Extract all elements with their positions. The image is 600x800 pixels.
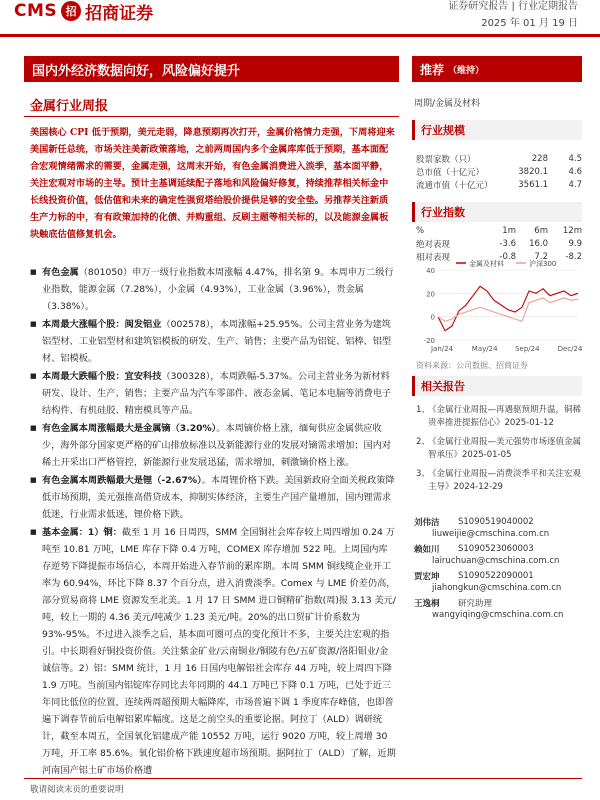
industry-category: 周期/金属及材料	[414, 99, 481, 109]
scale-share: 4.5	[568, 153, 582, 164]
index-label: 绝对表现	[416, 239, 451, 250]
report-title: 国内外经济数据向好，风险偏好提升	[24, 56, 399, 82]
header-divider	[0, 34, 600, 37]
analyst-name: 贾宏坤	[414, 572, 440, 582]
related-text: 《金属行业周报—消费淡季平和关注宏观主导》2024-12-29	[428, 469, 582, 492]
chart-x-tick: Dec/24	[557, 345, 582, 353]
index-header: 6m	[534, 225, 548, 236]
footer-note: 敬请阅读末页的重要说明	[30, 785, 124, 795]
scale-table	[416, 152, 582, 191]
analyst-entry	[414, 516, 582, 540]
logo-text-cn: 招商证券	[85, 3, 154, 24]
header-meta	[448, 0, 578, 31]
rating-box	[412, 56, 582, 82]
page-header	[0, 0, 600, 40]
index-header: %	[416, 225, 425, 236]
related-report-item[interactable]	[416, 404, 582, 430]
analyst-id: S1090522090001	[458, 571, 534, 581]
chart-legend-label: 金属及材料	[469, 260, 504, 268]
summary-paragraph: 美国核心 CPI 低于预期，美元走弱，降息预期再次打开，金属价格情力走强，下周将迎来美国新任总统，市场关注美新政策落地，之前两周国内多个金属库库低于预期，基本面配合宏观情绪需求的需要，金属走强，这周末开始，有色金属消费进入淡季，基本面平静，关注宏观对市场的主导。预计主基调延续配子落地和风险偏好修复，持续推荐相关标金中长线投资价值，低估值和未来的确定性强贸塔给股价提供足够的安全垫。另推荐关注新质生产力标的中，有有政策加持的化债、并购重组、反刷主题等相关标的，以及能源金属板块触底估值修复机会。	[30, 127, 395, 240]
subtitle-divider	[24, 116, 399, 117]
bullet-item	[30, 472, 396, 523]
index-value: 9.9	[568, 238, 582, 249]
analyst-entry	[414, 570, 582, 594]
analyst-list	[414, 516, 582, 624]
index-row	[416, 237, 582, 250]
analyst-email[interactable]: wangyiqing@cmschina.com.cn	[432, 610, 564, 620]
scale-share: 4.7	[568, 179, 582, 190]
bullet-item	[30, 264, 396, 315]
scale-row	[416, 178, 582, 191]
scale-label: 总市值（十亿元）	[416, 167, 485, 178]
related-reports	[416, 376, 582, 500]
analyst-id: 研究助理	[458, 599, 493, 609]
analyst-name: 王逸桐	[414, 599, 440, 609]
bullet-text: 。本周镝价格上涨，缅甸供应金属供应收少，海外部分国家更严格的矿山排放标准以及新能源行业的发展对镝需求增加；国内对稀土开采出口严格管控，新能源行业发展迅猛，需求增加，刺激镝价格上涨。	[42, 423, 392, 468]
bullet-item	[30, 316, 396, 367]
bullet-text: （002578），本周涨幅+25.95%。公司主营业务为建筑铝型材、工业铝型材和建筑铝模板的研发、生产、销售；主要产品为铝锭、铝棒、铝型材、铝模板。	[42, 319, 392, 364]
index-value: 7.2	[534, 251, 548, 262]
report-date: 2025 年 01 月 19 日	[481, 18, 578, 29]
analyst-email[interactable]: liuweijie@cmschina.com.cn	[432, 529, 550, 539]
section-related-title: 相关报告	[412, 376, 582, 396]
analyst-name: 刘伟洁	[414, 518, 440, 528]
chart-legend-label: 沪深300	[529, 260, 557, 268]
analyst-name: 赖如川	[414, 545, 440, 555]
company-logo	[14, 0, 153, 22]
index-value: -0.8	[499, 251, 516, 262]
related-num: 2、	[416, 437, 430, 447]
rating-label: 推荐	[420, 62, 445, 77]
chart-x-tick: May/24	[471, 345, 498, 353]
footer-divider	[24, 778, 582, 779]
related-text: 《金属行业周报—美元强势市场逐值金属智承压》2025-01-05	[428, 437, 582, 460]
related-report-item[interactable]	[416, 436, 582, 462]
analyst-email[interactable]: jiahongkun@cmschina.com.cn	[432, 583, 562, 593]
bullet-lead: 有色金属	[42, 267, 79, 278]
chart-x-tick: Sep/24	[515, 345, 540, 353]
rating-sub: （维持）	[448, 65, 485, 76]
bullet-lead: 本周最大跌幅个股：宜安科技	[42, 371, 162, 382]
related-num: 1、	[416, 405, 430, 415]
chart-y-tick: -20	[423, 337, 435, 345]
index-value: 16.0	[529, 238, 548, 249]
bullet-lead: 本周最大涨幅个股：闽发铝业	[42, 319, 162, 330]
analyst-email[interactable]: lairuchuan@cmschina.com.cn	[432, 556, 560, 566]
chart-y-tick: 20	[426, 290, 435, 299]
index-value: -8.2	[565, 251, 582, 262]
bullet-item	[30, 420, 396, 471]
scale-value: 3561.1	[518, 179, 548, 190]
index-chart	[416, 258, 582, 356]
index-header-row	[416, 224, 582, 237]
bullet-text: （801050）申万一级行业指数本周涨幅 4.47%，排名第 9。本周申万二级行业指数，能源金属（7.28%），小金属（4.93%），工业金属（3.96%），贵金属（3.38%）。	[42, 267, 394, 312]
section-scale-title: 行业规模	[412, 120, 582, 140]
index-value: -3.6	[499, 238, 516, 249]
logo-mark: 招	[61, 1, 81, 21]
index-header: 1m	[502, 225, 516, 236]
scale-share: 4.6	[568, 166, 582, 177]
bullet-lead: 有色金属本周跌幅最大是锂（-2.67%）	[42, 475, 202, 486]
chart-x-tick: Jan/24	[430, 345, 454, 353]
chart-series-line	[438, 286, 578, 330]
chart-y-tick: 0	[430, 313, 435, 322]
scale-row	[416, 165, 582, 178]
scale-label: 流通市值（十亿元）	[416, 180, 493, 191]
scale-value: 3820.1	[518, 166, 548, 177]
analyst-entry	[414, 543, 582, 567]
index-header: 12m	[562, 225, 582, 236]
bullet-lead: 有色金属本周涨幅最大是金属镝（3.20%）	[42, 423, 217, 434]
bullet-item	[30, 524, 396, 779]
related-num: 3、	[416, 469, 430, 479]
analyst-id: S1090519040002	[458, 517, 534, 527]
bullet-list	[30, 264, 396, 780]
index-label: 相对表现	[416, 252, 451, 263]
report-subtitle: 金属行业周报	[30, 99, 109, 114]
related-report-item[interactable]	[416, 468, 582, 494]
report-type: 证券研究报告 | 行业定期报告	[448, 1, 578, 12]
chart-source: 资料来源：公司数据、招商证券	[416, 361, 528, 370]
related-text: 《金属行业周报—再遇驱预期升温，铜稀贵率推进提振信心》2025-01-12	[428, 405, 582, 428]
analyst-entry	[414, 597, 582, 621]
bullet-text: （300328），本周跌幅-5.37%。公司主营业务为新材料研发、设计、生产、销售；主要产品为汽车零部件、液态金属、笔记本电脑等消费电子结构件、有机硅胶、精密模具等产品。	[42, 371, 392, 416]
logo-text-en: CMS	[14, 1, 58, 21]
scale-value: 228	[531, 153, 548, 164]
bullet-item	[30, 368, 396, 419]
chart-y-tick: 40	[426, 267, 435, 275]
scale-label: 股票家数（只）	[416, 154, 476, 165]
bullet-lead: 基本金属：1）铜：	[42, 527, 122, 538]
section-index-title: 行业指数	[412, 202, 582, 222]
bullet-text: 截至 1 月 16 日周四，SMM 全国铜社会库存较上周四增加 0.24 万吨至 10.81 万吨，LME 库存下降 0.4 万吨，COMEX 库存增加 522 吨。上周国内库存逆势下降提振市场信心，本周开始进入春节前的累库期。本周 SMM 铜线缆企业开工率为 60.94%，环比下降 8.37 个百分点，进入消费淡季。Comex 与 LME 价差仍高，部分贸易商将 LME 资源发至北美。1 月 17 日 SMM 进口铜精矿指数(周)报 3.13 美元/吨，较上一期的 4.36 美元/吨减少 1.23 美元/吨。20%的出口贸矿计价系数为 93%-95%。不过进入淡季之后，基本面可圈可点的变化预计不多，主要关注宏观的指引。中长期看好铜投资价值。关注紫金矿业/云南铜业/铜陵有色/五矿资源/洛阳钼业/金诚信等。2）铝：SMM 统计，1 月 16 日国内电解铝社会库存 44 万吨，较上周四下降 1.9 万吨。当前国内铝锭库存同比去年同期的 44.1 万吨已下降 0.1 万吨，已处于近三年同比低位的位置，连续两周超预期大幅降库，市场普遍下调 1 季度库存峰值，也即普遍下调春节前后电解铝累库幅度。这是之前空头的重要论据。阿拉丁（ALD）调研统计，截至本周五，全国氧化铝建成产能 10552 万吨，运行 9020 万吨，较上周增 30 万吨，开工率 85.6%。氧化铝价格下跌速度超市场预期。据阿拉丁（ALD）了解，近期河南国产铝土矿市场价格遭	[42, 527, 396, 776]
scale-row	[416, 152, 582, 165]
analyst-id: S1090523060003	[458, 544, 534, 554]
bullet-text: 。本周锂价格下跌。美国新政府全面关税政策降低市场预期，美元强推高借贷成本，抑制实体经济，主要生产国产量增加，国内锂需求低迷，行业需求低迷，锂价格下跌。	[42, 475, 395, 520]
